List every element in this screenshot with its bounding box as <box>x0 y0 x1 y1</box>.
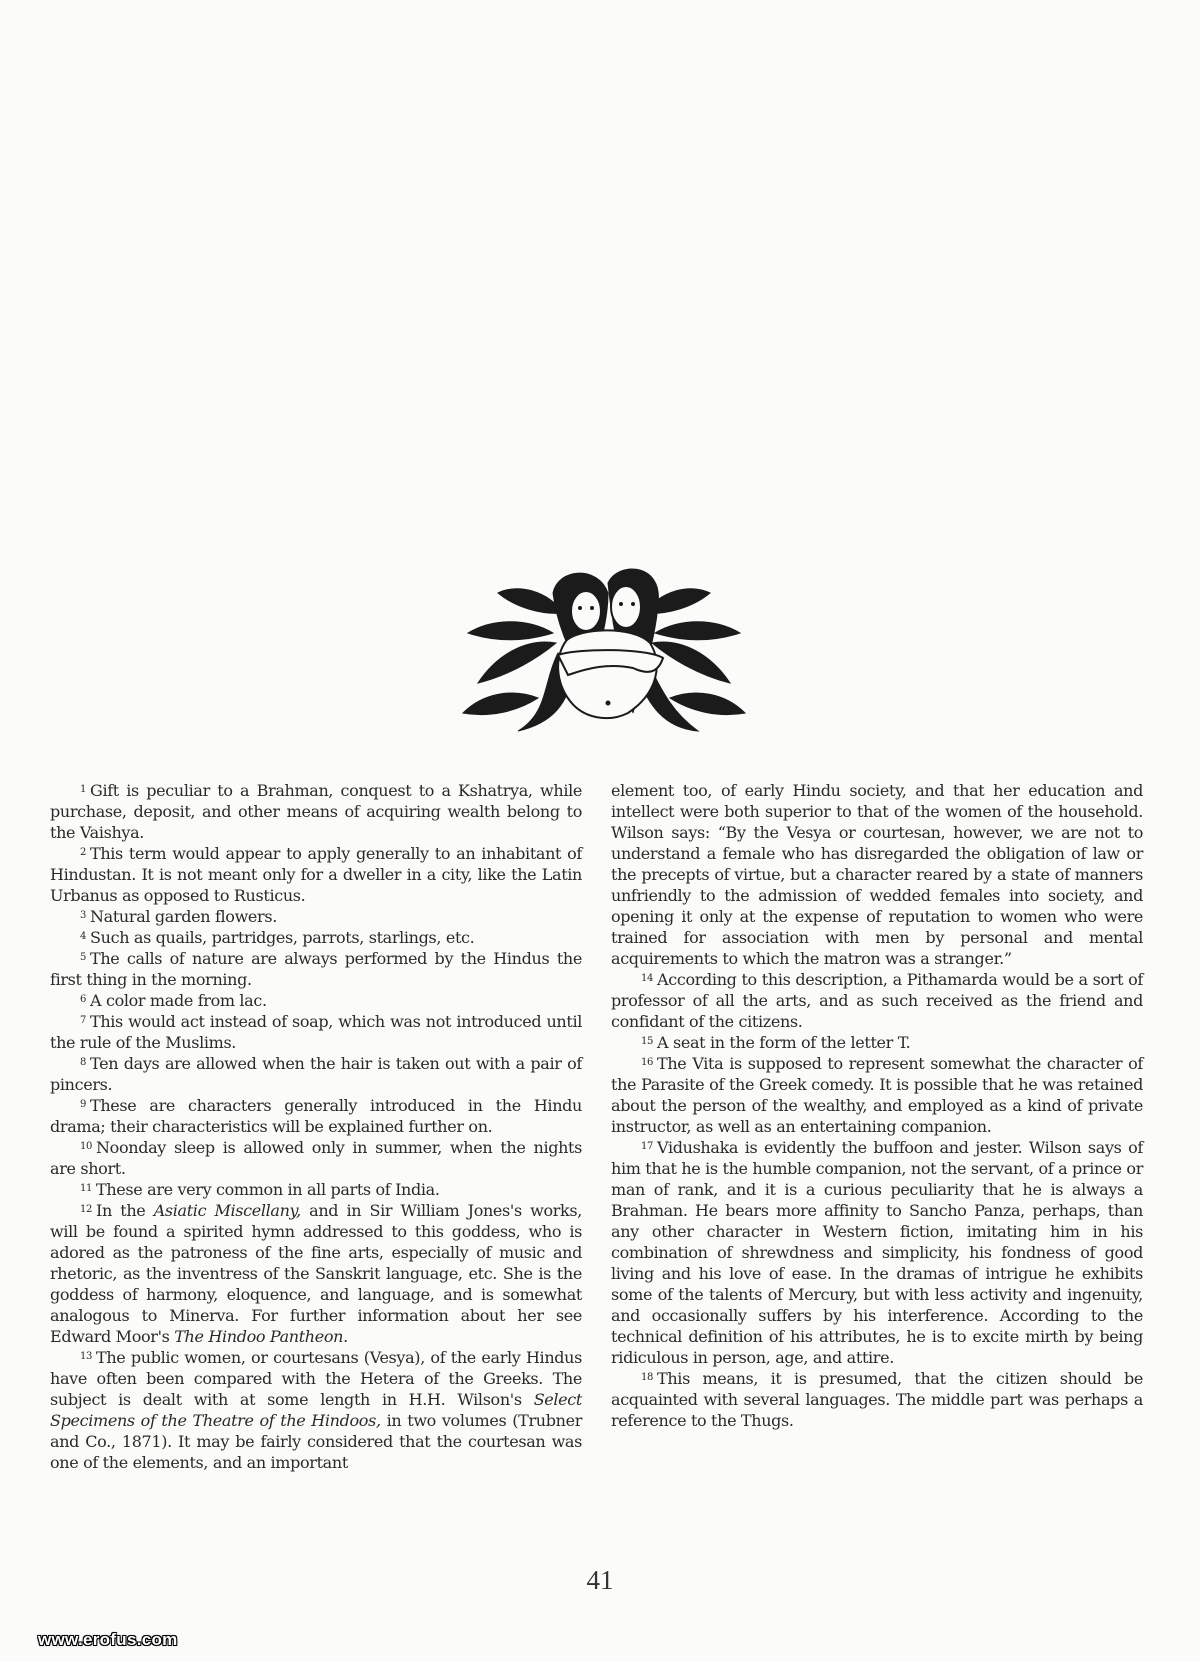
footnote-18: $^{18}$ This means, it is presumed, that the citizen should be acquainted with several languages. The middle part was perhaps a reference to the Thugs. <box>611 1369 1143 1430</box>
footnote-2: $^2$ This term would appear to apply generally to an inhabitant of Hindustan. It is not meant only for a dweller in a city, like the Latin Urbanus as opposed to Rusticus. <box>50 844 582 905</box>
footnote-17: $^{17}$ Vidushaka is evidently the buffoon and jester. Wilson says of him that he is the humble companion, not the servant, of a prince or man of rank, and it is a curious peculiarity that he is always a Brahman. He bears more affinity to Sancho Panza, perhaps, than any other character in Western fiction, imitating him in his combination of shrewdness and simplicity, his fondness of good living and his love of ease. In the dramas of intrigue he exhibits some of the talents of Mercury, but with less activity and ingenuity, and occasionally suffers by his interference. According to the technical definition of his attributes, he is to excite mirth by being ridiculous in person, age, and attire. <box>611 1138 1143 1367</box>
vignette-illustration <box>458 563 750 735</box>
footnote-14: $^{14}$ According to this description, a Pithamarda would be a sort of professor of all the arts, and as such received as the friend and confidant of the citizens. <box>611 970 1143 1031</box>
footnote-10: $^{10}$ Noonday sleep is allowed only in summer, when the nights are short. <box>50 1138 582 1178</box>
footnote-6: $^6$ A color made from lac. <box>80 991 267 1010</box>
footnote-5: $^5$ The calls of nature are always performed by the Hindus the first thing in the morning. <box>50 949 582 989</box>
footnote-1: $^1$ Gift is peculiar to a Brahman, conquest to a Kshatrya, while purchase, deposit, and other means of acquiring wealth belong to the Vaishya. <box>50 781 582 842</box>
footnote-9: $^9$ These are characters generally introduced in the Hindu drama; their characteristics will be explained further on. <box>50 1096 582 1136</box>
footnote-12: $^{12}$ In the Asiatic Miscellany, and in Sir William Jones's works, will be found a spirited hymn addressed to this goddess, who is adored as the patroness of the fine arts, especially of music and rhetoric, as the inventress of the Sanskrit language, etc. She is the goddess of harmony, eloquence, and language, and is somewhat analogous to Minerva. For further information about her see Edward Moor's The Hindoo Pantheon. <box>50 1201 582 1346</box>
footnote-13-continuation: element too, of early Hindu society, and that her education and intellect were both superior to that of the women of the household. Wilson says: “By the Vesya or courtesan, however, we are not to understand a female who has disregarded the obligation of law or the precepts of virtue, but a character reared by a state of manners unfriendly to the admission of wedded females into society, and opening it only at the expense of reputation to women who were trained for association with men by personal and mental acquirements to which the matron was a stranger.” <box>611 781 1143 968</box>
footnote-13: $^{13}$ The public women, or courtesans (Vesya), of the early Hindus have often been compared with the Hetera of the Greeks. The subject is dealt with at some length in H.H. Wilson's Select Specimens of the Theatre of the Hindoos, in two volumes (Trubner and Co., 1871). It may be fairly considered that the courtesan was one of the elements, and an important <box>50 1348 582 1472</box>
watermark: www.erofus.com <box>38 1630 178 1649</box>
footnotes-right-column <box>611 780 1143 1431</box>
footnotes-left-column <box>50 780 582 1473</box>
footnote-16: $^{16}$ The Vita is supposed to represent somewhat the character of the Parasite of the Greek comedy. It is possible that he was retained about the person of the wealthy, and employed as a kind of private instructor, as well as an entertaining companion. <box>611 1054 1143 1136</box>
footnote-4: $^4$ Such as quails, partridges, parrots, starlings, etc. <box>80 928 475 947</box>
footnote-15: $^{15}$ A seat in the form of the letter T. <box>641 1033 911 1052</box>
page-number: 41 <box>586 1565 614 1595</box>
footnote-8: $^8$ Ten days are allowed when the hair is taken out with a pair of pincers. <box>50 1054 582 1094</box>
footnote-11: $^{11}$ These are very common in all parts of India. <box>80 1180 440 1199</box>
footnote-3: $^3$ Natural garden flowers. <box>80 907 277 926</box>
footnote-7: $^7$ This would act instead of soap, which was not introduced until the rule of the Muslims. <box>50 1012 582 1052</box>
